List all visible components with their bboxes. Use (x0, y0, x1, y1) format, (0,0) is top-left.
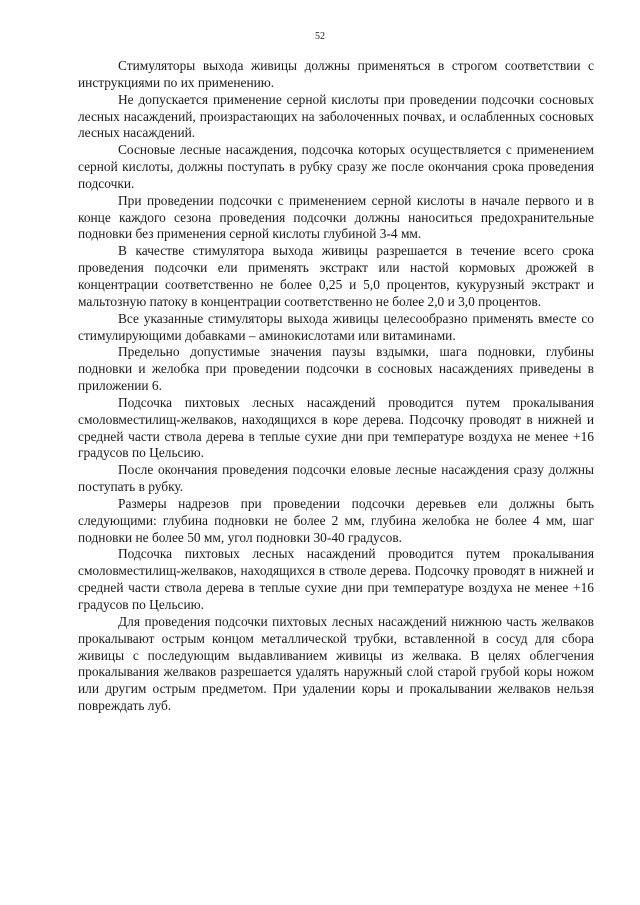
paragraph-stimulators-instructions: Стимуляторы выхода живицы должны применяться в строгом соответствии с инструкциями по их применению. (78, 58, 594, 90)
paragraph-stimulating-additives: Все указанные стимуляторы выхода живицы целесообразно применять вместе со стимулирующими добавками – аминокислотами или витаминами. (78, 310, 594, 343)
body-text (78, 58, 594, 715)
paragraph-sulfuric-acid-prohibition: Не допускается применение серной кислоты при проведении подсочки сосновых лесных насаждений, произрастающих на заболоченных почвах, и ослабленных сосновых лесных насаждений. (78, 91, 594, 141)
paragraph-felling-after-tapping: Сосновые лесные насаждения, подсочка которых осуществляется с применением серной кислоты, должны поступать в рубку сразу же после окончания срока проведения подсочки. (78, 142, 594, 191)
page-number: 52 (315, 31, 325, 42)
paragraph-spruce-cut-sizes: Размеры надрезов при проведении подсочки деревьев ели должны быть следующими: глубина подновки не более 2 мм, глубина желобка не более 4 мм, шаг подновки не более 50 мм, угол подновки 30-40 градусов. (78, 495, 594, 545)
paragraph-protective-renewals: При проведении подсочки с применением серной кислоты в начале первого и в конце каждого сезона проведения подсочки должны наноситься предохранительные подновки без применения серной кислоты глубиной 3-4 мм. (78, 192, 594, 242)
paragraph-fir-tapping-trunk: Подсочка пихтовых лесных насаждений проводится путем прокалывания смоловместилищ-желваков, находящихся в стволе дерева. Подсочку проводят в нижней и средней части ствола дерева в теплые сухие дни при температуре воздуха не менее +16 градусов по Цельсию. (78, 546, 594, 612)
paragraph-fir-tapping-bark: Подсочка пихтовых лесных насаждений проводится путем прокалывания смоловместилищ-желваков, находящихся в коре дерева. Подсочку проводят в нижней и средней части ствола дерева в теплые сухие дни при температуре воздуха не менее +16 градусов по Цельсию. (78, 394, 594, 461)
paragraph-fir-piercing-method: Для проведения подсочки пихтовых лесных насаждений нижнюю часть желваков прокалывают острым концом металлической трубки, вставленной в сосуд для сбора живицы с последующим выдавливанием живицы из желвака. В целях облегчения прокалывания желваков разрешается удалять наружный слой старой грубой коры ножом или другим острым предметом. При удалении коры и прокалывании желваков нельзя повреждать луб. (78, 613, 594, 714)
paragraph-spruce-stimulators: В качестве стимулятора выхода живицы разрешается в течение всего срока проведения подсочки ели применять экстракт или настой кормовых дрожжей в концентрации соответственно не более 0,25 и 5,0 процентов, кукурузный экстракт и мальтозную патоку в концентрации соответственно не более 2,0 и 3,0 процентов. (78, 243, 594, 309)
paragraph-limit-values: Предельно допустимые значения паузы вздымки, шага подновки, глубины подновки и желобка при проведении подсочки в сосновых насаждениях приведены в приложении 6. (78, 344, 594, 394)
paragraph-spruce-felling: После окончания проведения подсочки еловые лесные насаждения сразу должны поступать в рубку. (78, 462, 594, 495)
